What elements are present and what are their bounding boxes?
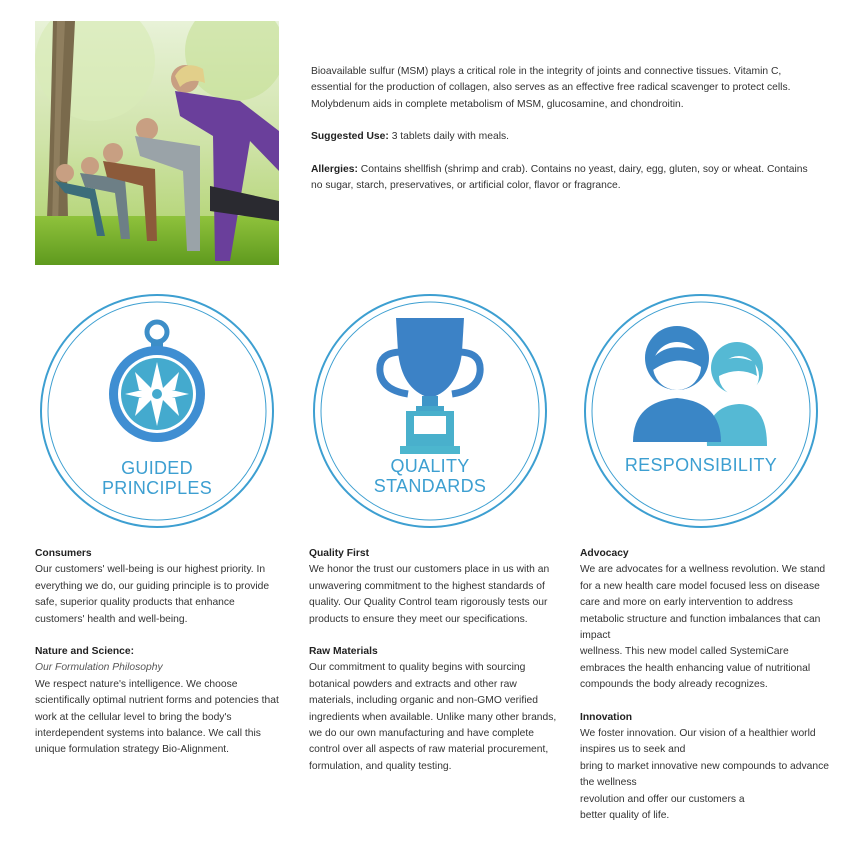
section-heading: Raw Materials — [309, 646, 378, 658]
section-text: We respect nature's intelligence. We choose scientifically optimal nutrient forms and potencies that work at the cellular level to bring the body's interdependent systems into balance. We call this unique formulation strategy Bio-Alignment. — [35, 678, 279, 756]
badge-label-line1: QUALITY — [390, 456, 470, 476]
section-text: better quality of life. — [580, 810, 670, 822]
compass-icon — [109, 322, 205, 442]
section-heading: Innovation — [580, 711, 633, 723]
suggested-use — [311, 129, 821, 145]
badge-label-line1: GUIDED — [121, 458, 193, 478]
allergies-label: Allergies: — [311, 163, 358, 175]
allergies-text: Contains shellfish (shrimp and crab). Contains no yeast, dairy, egg, gluten, soy or wheat. Contains no sugar, starch, preservatives, or artificial color, flavor or fragrance. — [311, 163, 808, 192]
badge-label-line2: PRINCIPLES — [101, 478, 213, 498]
section-text: We foster innovation. Our vision of a healthier world inspires us to seek and — [580, 728, 816, 756]
section-text: wellness. This new model called SystemiCare embraces the health enhancing value of nutritional compounds the body already recognizes. — [580, 646, 811, 691]
badge-label: RESPONSIBILITY — [624, 455, 778, 475]
section-text: Our commitment to quality begins with sourcing botanical powders and extracts and other raw materials, including organic and non-GMO verified ingredients when available. Unlike many other brands, we do our own manufacturing and have complete control over all aspects of raw material procurement, formulation, and quality testing. — [309, 662, 557, 772]
quality-standards-badge — [308, 286, 552, 530]
column-quality-standards — [309, 546, 557, 775]
allergies — [311, 162, 821, 195]
section-text: We honor the trust our customers place in us with an unwavering commitment to the highest standards of quality. Our Quality Control team rigorously tests our products to ensure they meet our specifications. — [309, 564, 550, 625]
hero-photo — [35, 21, 279, 265]
section-heading: Consumers — [35, 548, 92, 559]
trophy-icon — [380, 318, 480, 454]
suggested-use-label: Suggested Use: — [311, 131, 389, 143]
badge-label-line2: STANDARDS — [373, 476, 487, 496]
section-text: We are advocates for a wellness revolution. We stand for a new health care model focused less on disease care and more on early intervention to address metabolic structure and function imbalances that can impact — [580, 564, 826, 642]
section-text: revolution and offer our customers a — [580, 793, 745, 805]
suggested-use-text: 3 tablets daily with meals. — [388, 131, 510, 143]
column-responsibility — [580, 546, 830, 825]
section-heading: Nature and Science: — [35, 646, 134, 658]
section-text: Our customers' well-being is our highest priority. In everything we do, our guiding principle is to provide safe, superior quality products that enhance customers' health and well-being. — [35, 564, 270, 625]
intro-paragraph: Bioavailable sulfur (MSM) plays a critical role in the integrity of joints and connective tissues. Vitamin C, essential for the production of collagen, also serves as an effective free radical scavenger to protect cells. Molybdenum aids in complete metabolism of MSM, glucosamine, and chondroitin. — [311, 66, 791, 110]
responsibility-badge — [579, 286, 823, 530]
column-guided-principles — [35, 546, 287, 759]
section-subheading: Our Formulation Philosophy — [35, 662, 163, 674]
section-text: bring to market innovative new compounds to advance the wellness — [580, 760, 829, 789]
people-icon — [633, 326, 767, 446]
section-heading: Advocacy — [580, 548, 629, 559]
guided-principles-badge — [35, 286, 279, 530]
intro-text — [311, 64, 821, 210]
section-heading: Quality First — [309, 548, 370, 559]
